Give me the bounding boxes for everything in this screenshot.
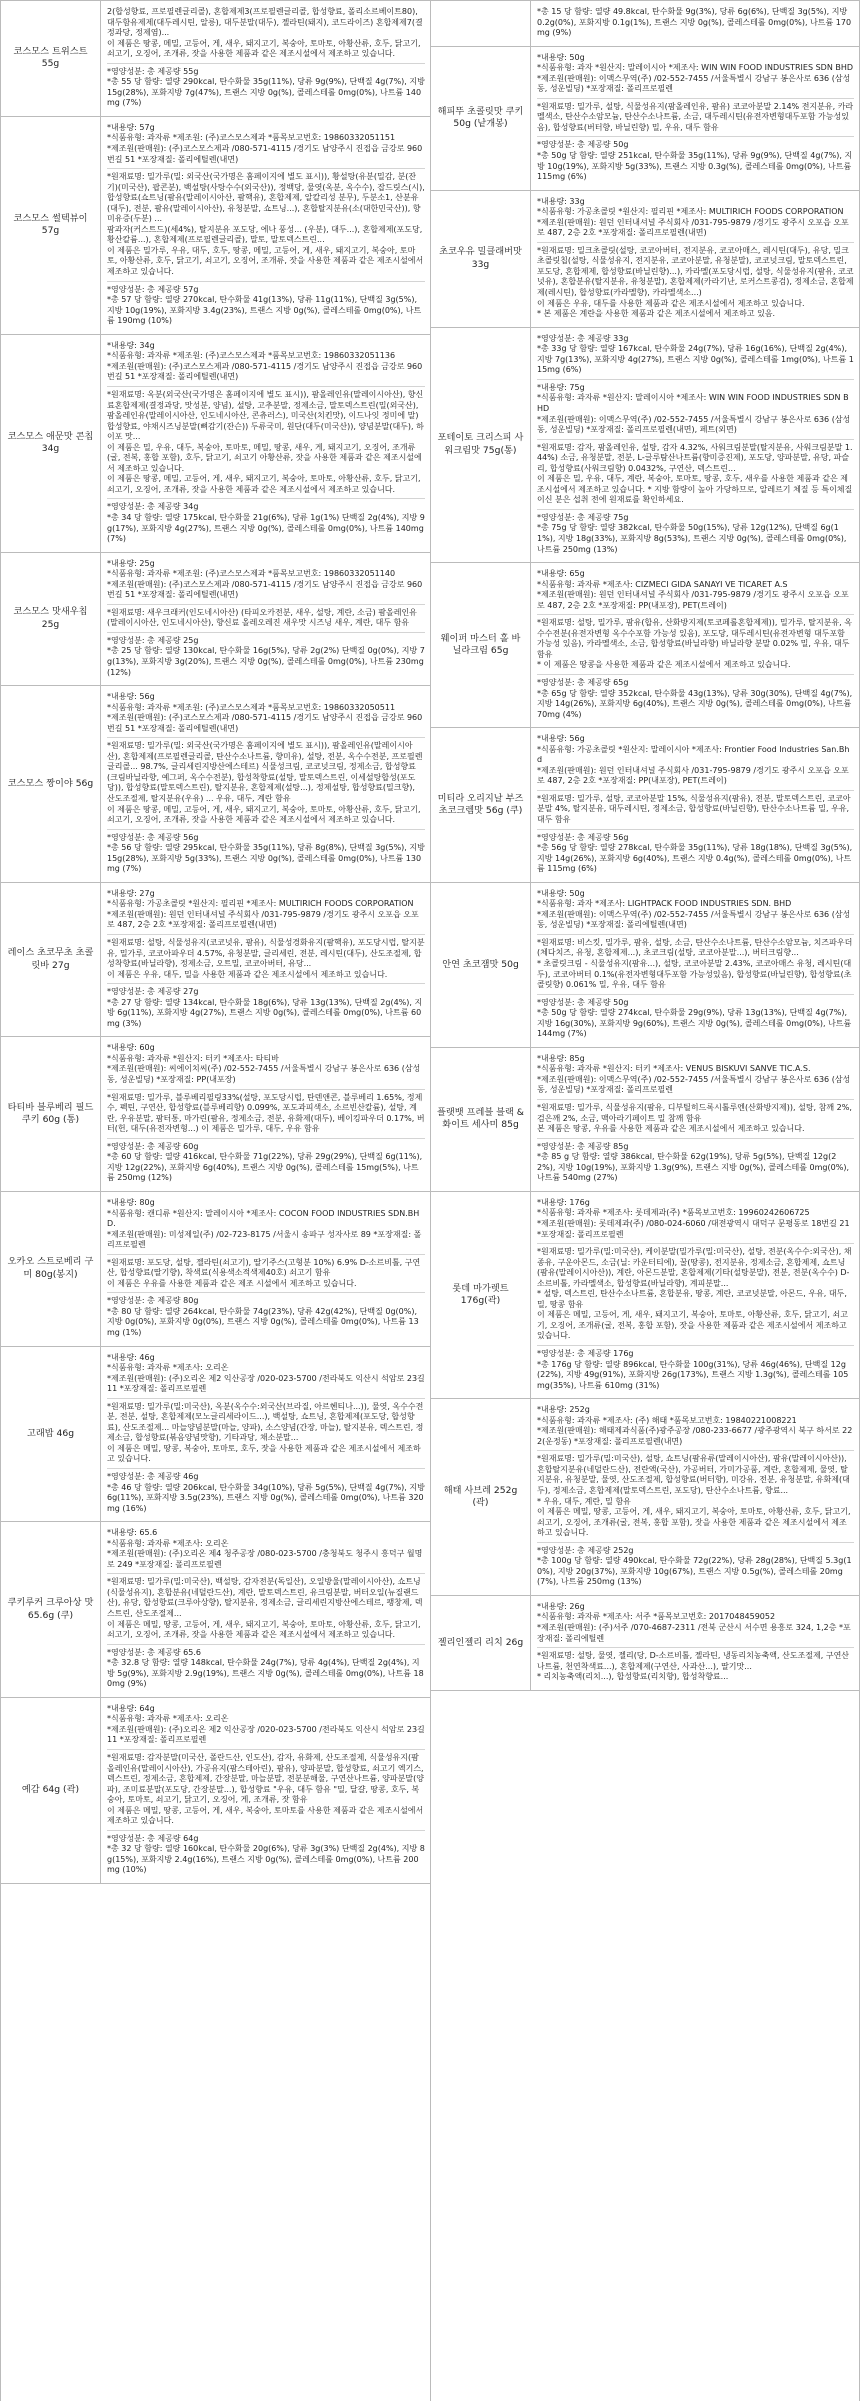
info-block: *원재료명: 밀가루, 설탕, 코코아분말 15%, 식물성유지(팜유), 전분, 말토덱스트린, 코코아분말 4%, 탈지분유, 대두레시틴, 정제소금, 합성향료(바닐린향), 탄산수소나트륨 밀, 우유, 대두 함유 <box>537 790 854 829</box>
info-block: *영양성분: 총 제공량 65.6 *총 32.8 당 함량: 열량 148kcal, 탄수화물 24g(7%), 당류 4g(4%), 단백질 2g(4%), 지방 5g(9%), 포화지방 2.9g(19%), 트랜스 지방 0g(%), 콜레스테롤 0mg(0%), 나트륨 180mg (9%) <box>107 1644 425 1693</box>
product-row <box>431 1596 859 1691</box>
product-name: 고래밥 46g <box>1 1347 101 1522</box>
product-row <box>1 1 430 117</box>
info-block: *내용량: 33g *식품유형: 가공초콜릿 *원산지: 필리핀 *제조사: MULTIRICH FOODS CORPORATION *제조원(판매원): 원던 인터내셔널 주식회사 /031-795-9879 /경기도 광주시 오포읍 오포로 487, 2층 2호 *포장재질: 폴리프로필렌(내면) <box>537 196 849 238</box>
product-name: 해태 사브레 252g (곽) <box>431 1399 531 1595</box>
info-block: *영양성분: 총 제공량 27g *총 27 당 함량: 열량 134kcal, 탄수화물 18g(6%), 당류 13g(13%), 단백질 2g(4%), 지방 6g(11%), 포화지방 4g(27%), 트랜스 지방 0g(%), 콜레스테롤 0mg(0%), 나트륨 60mg (3%) <box>107 983 425 1032</box>
product-detail <box>531 328 859 562</box>
info-block: *원재료명: 밀가루(밀:미국산), 옥분(옥수수:외국산(브라질, 아르헨티나...)), 물엿, 옥수수전분, 전분, 설탕, 혼합제제(모노글리세라이드...), 백설탕, 쇼트닝, 혼합제제(포도당, 합성향료), 산도조절제... 마늘양념분말(마늘, 양파), 소스양념(간장, 마늘), 탈지분유, 덱스트린, 정제소금, 합성향료(볶음양념맛향), 기타과당, 채소분말... 이 제품은 메밀, 땅콩, 복숭아, 토마토, 호두, 잣을 사용한 제품과 같은 제조시설에서 제조하고 있습니다. <box>107 1398 425 1468</box>
info-block: *원재료명: 밀가루(밀:미국산), 백설탕, 감자전분(독일산), 오일방울(말레이시아산), 쇼트닝(식물성유지), 혼합분유(네덜란드산), 계란, 말토덱스트린, 유크림분말, 버터오일(뉴질랜드산), 유당, 합성향료(크루아상향), 탈지분유, 정제소금, 글리세린지방산에스테르, 팽창제, 덱스트린, 산도조절제... 이 제품은 메밀, 땅콩, 고등어, 게, 새우, 돼지고기, 복숭아, 토마토, 아황산류, 호두, 닭고기, 쇠고기, 오징어, 조개류, 잣을 사용한 제품과 같은 제조시설에서 제조하고 있습니다. <box>107 1573 425 1643</box>
product-detail <box>101 1192 430 1346</box>
product-row <box>1 1347 430 1523</box>
info-block: *원재료명: 밀가루(밀: 외국산(국가명은 홈페이지에 별도 표시)), 황설탕(유분(밀감, 분(잔기)(미국산), 팝콘분), 백설탕(사탕수수(외국산)), 정백당, 물엿(옥분, 옥수수), 잡드릿스(시), 합성향료(쇼트닝(팜유(말레이시아산, 팜핵유), 혼합제제, 알칼리성 분무), 두분소1, 산분유(대두), 전분, 팜유(말레이시아산), 유청분말, 쇼트닝...), 혼합탈지분유(소(대한민국산)), 향미유증(두분) ... 팜과자(커스트드)(세4%), 탈지분유 포도당, 에나 풍성... (우분), 대두...), 혼합제제(포도당, 황산칼륨...), 혼합제제(프로필렌글리콜), 말토, 말토덱스트린... 이 제품은 밀가루, 우유, 대두, 호두, 땅콩, 메밀, 고등어, 게, 새우, 돼지고기, 복숭아, 토마토, 아황산류, 호두, 닭고기, 쇠고기, 오징어, 조개류, 잣을 사용한 제품과 같은 제조시설에서 제조하고 있습니다. <box>107 168 425 280</box>
info-block: *영양성분: 총 제공량 56g *총 56g 당 함량: 열량 278kcal, 탄수화물 35g(11%), 당류 18g(18%), 단백질 3g(5%), 지방 14g(26%), 포화지방 6g(40%), 트랜스 지방 0.4g(%), 콜레스테롤 0mg(0%), 나트륨 115mg (6%) <box>537 829 854 878</box>
info-block: *영양성분: 총 제공량 252g *총 100g 당 함량: 열량 490kcal, 탄수화물 72g(22%), 당류 28g(28%), 단백질 5.3g(10%), 지방 20g(37%), 포화지방 10g(67%), 트랜스 지방 0.5g(%), 콜레스테롤 20mg(7%), 나트륨 250mg (13%) <box>537 1542 854 1591</box>
product-detail <box>531 1596 859 1690</box>
product-name: 쿠키루커 크루아상 맛 65.6g (쿠) <box>1 1522 101 1697</box>
info-block: *원재료명: 감자분말(미국산, 폴란드산, 인도산), 감자, 유화제, 산도조절제, 식물성유지(팜올레인유(말레이시아산), 가공유지(팜스테아린), 팜유), 양파분말, 합성향료, 쇠고기 엑기스, 덱스트린, 정제소금, 혼합제제, 간장분말, 마늘분말, 전분분해물, 구연산나트륨, 양파분말(양파), 조미료분말(포도당, 간장분말...), 합성향료 "우유, 대두 함유 "밀, 달걀, 땅콩, 호두, 복숭아, 토마토, 쇠고기, 닭고기, 오징어, 게, 조개류, 잣 함유 이 제품은 메밀, 땅콩, 고등어, 게, 새우, 복숭아, 토마토를 사용한 제품과 같은 제조시설에서 제조하고 있습니다. <box>107 1749 425 1830</box>
info-block: *원재료명: 옥분(외국산(국가명은 홈페이지에 별도 표시)), 팜올레인유(말레이시아산), 향신료혼합제제(결정과당, 맛성분, 양념), 설탕, 고추분말, 정제소금, 말토덱스트린(밀(외국산), 팜올레인유(말레이시아산, 인도네시아산, 콘츄러스), 미국산(치킨맛), 이드나잇 정미에 말) 합성향료, 야채시즈닝분말(뼈감기(잔슨)) 두류국미, 원단(대두(미국산)), 양념분말(대두), 하이포 맛... 이 제품은 밀, 우유, 대두, 복숭아, 토마토, 메밀, 땅콩, 새우, 게, 돼지고기, 오징어, 조개류(굴, 전복, 홍합 포함), 호두, 닭고기, 쇠고기 아황산류, 잣을 사용한 제품과 같은 제조시설에서 제조하고 있습니다. 이 제품은 땅콩, 메밀, 고등어, 게, 새우, 돼지고기, 복숭아, 토마토, 아황산류, 호두, 닭고기, 쇠고기, 오징어, 조개류, 잣을 사용한 제품과 같은 제조시설에서 제조하고 있습니다. <box>107 386 425 498</box>
info-block: *원재료명: 설탕, 밀가루, 팜유(합유, 산화방지제(토코페롤혼합제제)), 밀가루, 탈지분유, 옥수수전분(유전자변형 옥수수포함 가능성 있음), 포도당, 대두레시틴(유전자변형 대두포함 가능성 있음), 카라멜색소, 소금, 합성향료(바닐라향) 바닐라향 분말 0.02% 밀, 우유, 대두 함유 * 이 제품은 땅콩을 사용한 제품과 같은 제조시설에서 제조하고 있습니다. <box>537 614 854 674</box>
product-name: 코스모스 짱이야 56g <box>1 686 101 882</box>
product-detail <box>531 1399 859 1595</box>
product-row <box>1 1698 430 1884</box>
product-name: 코스모스 썰텍뷰이 57g <box>1 117 101 334</box>
info-block: *내용량: 50g *식품유형: 과자 *제조사: LIGHTPACK FOOD INDUSTRIES SDN. BHD *제조원(판매원): 이맥스무역(주) /02-552-7455 /서울특별시 강남구 봉은사로 636 (삼성동, 성운빌딩) *포장재질: 폴리에틸렌(내면) <box>537 888 851 930</box>
info-block: *원재료명: 밀크초콜릿(설탕, 코코아버터, 전지분유, 코코아매스, 레시틴(대두), 유당, 밀크초콜릿칩(설탕, 식물성유지, 전지분유, 코코아분말, 유청분말), 코코넛크림, 말토덱스트린, 포도당, 혼합제제, 합성향료(바닐린향)...), 카라멜(포도당시럽, 설탕, 식물성유지(팜유, 코코넛유), 혼합분유(탈지분유, 유청분말), 혼합제제(카라기난, 로커스트콩검), 정제소금, 혼합제제(레시틴), 합성향료(카라멜향), 카라멜색소...) 이 제품은 우유, 대두를 사용한 제품과 같은 제조시설에서 제조하고 있습니다. * 본 제품은 계란을 사용한 제품과 같은 제조시설에서 제조하고 있음. <box>537 242 854 323</box>
product-detail <box>531 883 859 1047</box>
product-detail <box>101 686 430 882</box>
info-block: *내용량: 80g *식품유형: 캔디류 *원산지: 말레이시아 *제조사: COCON FOOD INDUSTRIES SDN.BHD. *제조원(판매원): 미성제일(주) /02-723-8175 /서울시 송파구 성자사로 89 *포장재질: 폴리프로필렌 <box>107 1197 422 1250</box>
product-name: 예감 64g (곽) <box>1 1698 101 1883</box>
info-block: *원재료명: 감자, 팜올레인유, 설탕, 감자 4.32%, 사워크림분말(탈지분유, 사워크림분말 1.44%) 소금, 유청분말, 전분, L-글루탐산나트륨(향미증진제), 포도당, 양파분말, 유당, 파슬리, 합성향료(사워크림향) 0.0432%, 구연산, 덱스트린... 이 제품은 밀, 우유, 대두, 계란, 복숭아, 토마토, 땅콩, 호두, 새우를 사용한 제품과 같은 제조시설에서 제조하고 있습니다. * 지방 함량이 높아 가당하므로, 알레르기 체질 등 특이체질이신 분은 섭취 전에 원재료를 확인하세요. <box>537 439 854 509</box>
info-block: *내용량: 64g *식품유형: 과자류 *제조사: 오리온 *제조원(판매원): (주)오리온 제2 익산공장 /020-023-5700 /전라북도 익산시 석암로 23길 11 *포장재질: 폴리프로필렌 <box>107 1703 425 1745</box>
product-detail <box>531 1 859 46</box>
product-name: 코스모스 맛새우칩 25g <box>1 553 101 685</box>
info-block: *원재료명: 포도당, 설탕, 젤라틴(쇠고기), 딸기주스(고형분 10%) 6.9% D-소르비톨, 구연산, 합성향료(딸기향), 착색료(식용색소적색제40호) 쇠고기 함유 이 제품은 우유를 사용한 제품과 같은 제조 시설에서 제조하고 있습니다. <box>107 1254 425 1293</box>
product-row <box>431 328 859 563</box>
product-row <box>431 47 859 191</box>
product-name: 타티바 블루베리 필드 쿠키 60g (통) <box>1 1037 101 1191</box>
product-detail <box>531 1192 859 1398</box>
info-block: *내용량: 65g *식품유형: 과자류 *제조사: CIZMECI GIDA SANAYI VE TICARET A.S *제조원(판매원): 원던 인터내셔널 주식회사 /031-795-9879 /경기도 광주시 오포읍 오포로 487, 2층 2호 *포장재질: PP(내포장), PET(트레이) <box>537 569 849 610</box>
product-row <box>1 553 430 686</box>
product-detail <box>531 191 859 327</box>
column-right <box>430 1 860 2401</box>
product-row <box>1 1192 430 1347</box>
product-detail <box>101 883 430 1037</box>
product-detail <box>101 335 430 552</box>
info-block: 2(합성향료, 프로필렌글리콜), 혼합제제3(프로필렌글리콜, 합성향료, 폴리소르베이트80), 대두함유제제(대두레시틴, 알릉), 대두분말(대두), 젤라틴(돼지), 코드라이즈) 혼합제제7(결정과당, 정제염)... 이 제품은 땅콩, 메밀, 고등어, 게, 새우, 돼지고기, 복숭아, 토마토, 아황산류, 호두, 닭고기, 쇠고기, 오징어, 조개류, 잣을 사용한 제품과 같은 제조시설에서 제조하고 있습니다. <box>107 7 423 59</box>
info-block: *내용량: 50g *식품유형: 과자 *원산지: 말레이시아 *제조사: WIN WIN FOOD INDUSTRIES SDN BHD *제조원(판매원): 이맥스무역(주) /02-552-7455 /서울특별시 강남구 봉은사로 636 (삼성동, 성운빌딩) *포장재질: 폴리프로필렌 <box>537 52 854 94</box>
product-row <box>431 728 859 883</box>
info-block: *원재료명: 밀가루(밀:미국산), 설탕, 쇼트닝(팜유류(말레이시아산), 팜유(말레이시아산)), 혼합탈지분유(네덜란드산), 전란액(국산), 가공버터, 가미가공품, 계란, 혼합제제, 물엿, 탈지분유, 유청분말, 물엿, 산도조절제, 합성향료(버터향), 미강유, 전분, 유청분말, 유화제(대두), 정제소금, 혼합제제(말토덱스트린, 포도당), 탄산수소나트륨, 향료... * 우유, 대두, 계란, 밀 함유 이 제품은 메밀, 땅콩, 고등어, 게, 새우, 돼지고기, 복숭아, 토마토, 아황산류, 호두, 닭고기, 쇠고기, 오징어, 조개류(굴, 전복, 홍합 포함), 잣을 사용한 제품과 같은 제조시설에서 제조하고 있습니다. <box>537 1450 854 1541</box>
info-block: *영양성분: 총 제공량 50g *총 50g 당 함량: 열량 274kcal, 탄수화물 29g(9%), 당류 13g(13%), 단백질 4g(7%), 지방 16g(30%), 포화지방 9g(60%), 트랜스 지방 0g(%), 콜레스테롤 0mg(0%), 나트륨 144mg (7%) <box>537 994 854 1043</box>
product-row <box>431 563 859 728</box>
product-row <box>431 191 859 328</box>
product-detail <box>531 47 859 190</box>
product-row <box>1 1522 430 1698</box>
info-block: *영양성분: 총 제공량 85g *총 85 g 당 함량: 열량 386kcal, 탄수화물 62g(19%), 당류 5g(5%), 단백질 12g(22%), 지방 10g(19%), 포화지방 1.3g(9%), 트랜스 지방 0g(%), 콜레스테롤 0mg(0%), 나트륨 540mg (27%) <box>537 1138 854 1187</box>
info-block: *원재료명: 밀가루(밀: 외국산(국가명은 홈페이지에 별도 표시)), 팜올레인유(말레이시아산), 혼합제제(프로필렌글리콜, 탄산수소나트륨, 향미유), 설탕, 전분, 옥수수전분, 프로필렌글리콜... 98.7%, 글리세린지방산에스테르) 식물성크림, 코코넛크림, 정제소금, 합성향료(크림바닐라향, 예그퍼, 옥수수전분), 합성착향료(설탕, 말토덱스트린, 이세설탕합성(포도당)), 합성향료(말토덱스트린), 탈지분유, 혼합제제(설탕...), 정제설탕, 합성향료(밀크향), 산도조절제, 탈지분유(우유) ... 우유, 대두, 계란 함유 이 제품은 땅콩, 메밀, 고등어, 게, 새우, 돼지고기, 복숭아, 토마토, 아황산류, 호두, 닭고기, 쇠고기, 오징어, 조개류, 잣을 사용한 제품과 같은 제조시설에서 제조하고 있습니다. <box>107 737 425 828</box>
info-block: *총 15 당 함량: 열량 49.8kcal, 탄수화물 9g(3%), 당류 6g(6%), 단백질 3g(5%), 지방 0.2g(0%), 포화지방 0.1g(1%), 트랜스 지방 0g(%), 콜레스테롤 0mg(0%), 나트륨 170mg (9%) <box>537 7 852 38</box>
info-block: *영양성분: 총 제공량 64g *총 32 당 함량: 열량 160kcal, 탄수화물 20g(6%), 당류 3g(3%) 단백질 2g(4%), 지방 8g(15%), 포화지방 2.4g(16%), 트랜스 지방 0g(%), 콜레스테롤 0mg(0%), 나트륨 200mg (10%) <box>107 1830 425 1879</box>
product-name: 레이스 초코무초 초콜릿바 27g <box>1 883 101 1037</box>
info-block: *원재료명: 설탕, 식물성유지(코코넛유, 팜유), 식물성경화유지(팜핵유), 포도당시럽, 탈지분유, 밀가루, 코코아파우더 4.57%, 유청분말, 글리세린, 전분, 레시틴(대두), 산도조절제, 합성착향료(바닐라향), 정제소금, 오트밀, 코코아버터, 유당... 이 제품은 우유, 대두, 밀을 사용한 제품과 같은 제조시설에서 제조하고 있습니다. <box>107 934 425 983</box>
info-block: *영양성분: 총 제공량 60g *총 60 당 함량: 열량 416kcal, 탄수화물 71g(22%), 당류 29g(29%), 단백질 6g(11%), 지방 12g(22%), 포화지방 6g(40%), 트랜스 지방 0g(%), 콜레스테롤 15mg(5%), 나트륨 250mg (12%) <box>107 1138 425 1187</box>
product-detail <box>101 1347 430 1522</box>
info-block: *영양성분: 총 제공량 55g *총 55 당 함량: 열량 290kcal, 탄수화물 35g(11%), 당류 9g(9%), 단백질 4g(7%), 지방 15g(28%), 포화지방 7g(47%), 트랜스 지방 0g(%), 콜레스테롤 0mg(0%), 나트륨 140mg (7%) <box>107 63 425 112</box>
product-row <box>1 335 430 553</box>
product-row <box>431 1192 859 1399</box>
column-left <box>0 1 430 2401</box>
info-block: *원재료명: 비스킷, 밀가루, 팜유, 설탕, 소금, 탄산수소나트륨, 탄산수소암모늄, 치즈파우더(체다치즈, 유청, 혼합제제...), 초코크림(설탕, 코코아분말...), 버터크림향... * 초콜릿크림 - 식물성유지(팜유...), 설탕, 코코아분말 2.43%, 코코아매스 유청, 레시틴(대두), 코코아버터 0.1%(유전자변형대두포함 가능성있음), 합성향료(바닐린향), 합성향료(초콜릿향) 0.061% 밀, 우유, 대두 함유 <box>537 934 854 994</box>
info-block: *내용량: 34g *식품유형: 과자류 *제조원: (주)코스모스제과 *품목보고번호: 19860332051136 *제조원(판매원): (주)코스모스제과 /080-571-4115 /경기도 남양주시 진접읍 금강로 960번길 51 *포장재질: 폴리에틸렌(내면) <box>107 340 423 382</box>
info-block: *내용량: 176g *식품유형: 과자류 *제조사: 롯데제과(주) *품목보고번호: 19960242606725 *제조원(판매원): 롯데제과(주) /080-024-6060 /대전광역시 대덕구 문평동로 18번길 21 *포장재질: 폴리프로필렌 <box>537 1197 850 1239</box>
product-name: 미티라 오리지날 부즈 초코크렘맛 56g (쿠) <box>431 728 531 882</box>
info-block: *원재료명: 밀가루, 설탕, 식물성유지(팜올레인유, 팜유) 코코아분말 2.14% 전지분유, 카라멜색소, 탄산수소암모늄, 탄산수소나트륨, 소금, 대두레시틴(유전자변형대두포함 가능성있음), 합성향료(버터향, 바닐린향) 밀, 우유, 대두 함유 <box>537 98 854 137</box>
info-block: *영양성분: 총 제공량 46g *총 46 당 함량: 열량 206kcal, 탄수화물 34g(10%), 당류 5g(5%), 단백질 4g(7%), 지방 6g(11%), 포화지방 3.5g(23%), 트랜스 지방 0g(%), 콜레스테롤 0mg(0%), 나트륨 320mg (16%) <box>107 1468 425 1517</box>
product-row <box>431 1 859 47</box>
info-block: *영양성분: 총 제공량 80g *총 80 당 함량: 열량 264kcal, 탄수화물 74g(23%), 당류 42g(42%), 단백질 0g(0%), 지방 0g(0%), 포화지방 0g(0%), 트랜스 지방 0g(%), 콜레스테롤 0mg(0%), 나트륨 13mg (1%) <box>107 1292 425 1341</box>
info-block: *내용량: 56g *식품유형: 과자류 *제조원: (주)코스모스제과 *품목보고번호: 19860332050511 *제조원(판매원): (주)코스모스제과 /080-571-4115 /경기도 남양주시 진접읍 금강로 960번길 51 *포장재질: 폴리에틸렌(내면) <box>107 692 423 733</box>
info-block: *영양성분: 총 제공량 65g *총 65g 당 함량: 열량 352kcal, 탄수화물 43g(13%), 당류 30g(30%), 단백질 4g(7%), 지방 14g(26%), 포화지방 6g(40%), 트랜스 지방 0g(%), 콜레스테롤 0mg(0%), 나트륨 70mg (4%) <box>537 674 854 723</box>
product-row <box>431 1399 859 1596</box>
product-row <box>1 686 430 883</box>
info-block: *내용량: 60g *식품유형: 과자류 *원산지: 터키 *제조사: 타티바 *제조원(판매원): 씨에이치씨(주) /02-552-7455 /서울특별시 강남구 봉은사로 636 (삼성동, 성운빌딩) *포장재질: PP(내포장) <box>107 1043 421 1085</box>
product-detail <box>531 728 859 882</box>
info-block: *내용량: 26g *식품유형: 과자류 *제조사: 서주 *품목보고번호: 2017048459052 *제조원(판매원): (주)서주 /070-4687-2311 /전북 군산시 서수면 용흥로 324, 1,2층 *포장재질: 폴리에틸렌 <box>537 1601 851 1643</box>
product-row <box>431 1048 859 1192</box>
info-block: *영양성분: 총 제공량 57g *총 57 당 함량: 열량 270kcal, 탄수화물 41g(13%), 당류 11g(11%), 단백질 3g(5%), 지방 10g(19%), 포화지방 3.4g(23%), 트랜스 지방 0g(%), 콜레스테롤 0mg(0%), 나트륨 190mg (10%) <box>107 281 425 330</box>
product-row <box>1 1037 430 1192</box>
info-block: *내용량: 75g *식품유형: 과자류 *원산지: 말레이시아 *제조사: WIN WIN FOOD INDUSTRIES SDN BHD *제조원(판매원): 이맥스무역(주) /02-552-7455 /서울특별시 강남구 봉은사로 636 (삼성동, 성운빌딩) *포장재질: 폴리프로필렌(내면), 페트(외면) <box>537 379 854 439</box>
product-name: 웨이퍼 마스터 홀 바닐라크림 65g <box>431 563 531 727</box>
info-block: *영양성분: 총 제공량 75g *총 75g 당 함량: 열량 382kcal, 탄수화물 50g(15%), 당류 12g(12%), 단백질 6g(11%), 지방 18g(33%), 포화지방 8g(53%), 트랜스 지방 0g(%), 콜레스테롤 0mg(0%), 나트륨 250mg (13%) <box>537 509 854 558</box>
product-name: 포테이토 크리스피 사워크림맛 75g(통) <box>431 328 531 562</box>
product-name: 해피뚜 초콜릿맛 쿠키 50g (낱개봉) <box>431 47 531 190</box>
info-block: *내용량: 252g *식품유형: 과자류 *제조사: (주) 해태 *품목보고번호: 19840221008221 *제조원(판매원): 해태제과식품(주)광주공장 /080-233-6677 /광주광역시 북구 하서로 222(운정동) *포장재질: 폴리프로필렌(내면) <box>537 1405 853 1446</box>
info-block: *내용량: 56g *식품유형: 가공초콜릿 *원산지: 말레이시아 *제조사: Frontier Food Industries San.Bhd *제조원(판매원): 원던 인터내셔널 주식회사 /031-795-9879 /경기도 광주시 오포읍 오포로 487, 2층 2호 *포장재질: PP(내포장), PET(트레이) <box>537 734 850 786</box>
product-detail <box>101 553 430 685</box>
product-detail <box>101 1698 430 1883</box>
info-block: *영양성분: 총 제공량 50g *총 50g 당 함량: 열량 251kcal, 탄수화물 35g(11%), 당류 9g(9%), 단백질 4g(7%), 지방 10g(19%), 포화지방 5g(33%), 트랜스 지방 0.3g(%), 콜레스테롤 0mg(0%), 나트륨 115mg (6%) <box>537 136 854 185</box>
info-block: *영양성분: 총 제공량 56g *총 56 당 함량: 열량 295kcal, 탄수화물 35g(11%), 당류 8g(8%), 단백질 3g(5%), 지방 15g(28%), 포화지방 5g(33%), 트랜스 지방 0g(%), 콜레스테롤 0mg(0%), 나트륨 130mg (7%) <box>107 829 425 878</box>
info-block: *원재료명: 설탕, 물엿, 젤리(당, D-소르비톨, 젤라틴, 냉동리치농축액, 산도조절제, 구연산나트륨, 천연착색료...), 혼합제제(구연산, 사과산...), 딸기맛... * 리치농축액(리치...), 합성향료(리치향), 합성착향료... <box>537 1647 854 1686</box>
product-detail <box>101 1 430 116</box>
info-block: *영양성분: 총 제공량 34g *총 34 당 함량: 열량 175kcal, 탄수화물 21g(6%), 당류 1g(1%) 단백질 2g(4%), 지방 9g(17%), 포화지방 4g(27%), 트랜스 지방 0g(%), 콜레스테롤 0mg(0%), 나트륨 140mg (7%) <box>107 498 425 547</box>
info-block: *내용량: 57g *식품유형: 과자류 *제조원: (주)코스모스제과 *품목보고번호: 19860332051151 *제조원(판매원): (주)코스모스제과 /080-571-4115 /경기도 남양주시 진접읍 금강로 960번길 51 *포장재질: 폴리에틸렌(내면) <box>107 122 423 164</box>
product-detail <box>531 1048 859 1191</box>
info-block: *내용량: 46g *식품유형: 과자류 *제조사: 오리온 *제조원(판매원): (주)오리온 제2 익산공장 /020-023-5700 /전라북도 익산시 석암로 23길 11 *포장재질: 폴리프로필렌 <box>107 1352 425 1394</box>
product-name: 롯데 마가렛트 176g(곽) <box>431 1192 531 1398</box>
product-name <box>431 1 531 46</box>
info-block: *원재료명: 밀가루, 식물성유지(팜유, 디부틸히드록시톨루엔(산화방지제)), 설탕, 참깨 2%, 검은깨 2%, 소금, 맥아라기페이트 밀 참깨 함유 본 제품은 땅콩, 우유를 사용한 제품과 같은 제조시설에서 제조하고 있습니다. <box>537 1099 854 1138</box>
product-name: 안연 초코잼맛 50g <box>431 883 531 1047</box>
product-name: 젤리인젤리 리치 26g <box>431 1596 531 1690</box>
info-block: *내용량: 65.6 *식품유형: 과자류 *제조사: 오리온 *제조원(판매원): (주)오리온 제4 청주공장 /080-023-5700 /충청북도 청주시 흥덕구 월명로 249 *포장재질: 폴리프로필렌 <box>107 1528 423 1569</box>
product-detail <box>531 563 859 727</box>
product-name: 초코우유 밀클래버맛 33g <box>431 191 531 327</box>
info-block: *원재료명: 새우크래커(인도네시아산) (타피오카전분, 새우, 설탕, 계란, 소금) 팜올레인유(말레이시아산, 인도네시아산), 향신료 올레오레진 새우맛 시즈닝 새우, 계란, 대두 함유 <box>107 604 425 632</box>
product-detail <box>101 117 430 334</box>
product-row <box>1 883 430 1038</box>
info-block: *내용량: 25g *식품유형: 과자류 *제조원: (주)코스모스제과 *품목보고번호: 19860332051140 *제조원(판매원): (주)코스모스제과 /080-571-4115 /경기도 남양주시 진접읍 금강로 960번길 51 *포장재질: 폴리에틸렌(내면) <box>107 558 423 600</box>
product-detail <box>101 1037 430 1191</box>
product-row <box>1 117 430 335</box>
product-row <box>431 883 859 1048</box>
product-detail <box>101 1522 430 1697</box>
info-block: *영양성분: 총 제공량 25g *총 25 당 함량: 열량 130kcal, 탄수화물 16g(5%), 당류 2g(2%) 단백질 0g(0%), 지방 7g(13%), 포화지방 3g(20%), 트랜스 지방 0g(%), 콜레스테롤 0mg(0%), 나트륨 230mg (12%) <box>107 632 425 681</box>
product-name: 코스모스 트위스트 55g <box>1 1 101 116</box>
info-block: *영양성분: 총 제공량 33g *총 33g 당 함량: 열량 167kcal, 탄수화물 24g(7%), 당류 16g(16%), 단백질 2g(4%), 지방 7g(13%), 포화지방 4g(27%), 트랜스 지방 0g(%), 콜레스테롤 1mg(0%), 나트륨 115mg (6%) <box>537 333 854 375</box>
info-block: *영양성분: 총 제공량 176g *총 176g 당 함량: 열량 896kcal, 탄수화물 100g(31%), 당류 46g(46%), 단백질 12g(22%), 지방 49g(91%), 포화지방 26g(173%), 트랜스 지방 1.3g(%), 콜레스테롤 105mg(35%), 나트륨 610mg (31%) <box>537 1345 854 1394</box>
product-name: 코스모스 애문맛 콘칩 34g <box>1 335 101 552</box>
info-block: *내용량: 27g *식품유형: 가공초콜릿 *원산지: 필리핀 *제조사: MULTIRICH FOODS CORPORATION *제조원(판매원): 원던 인터내셔널 주식회사 /031-795-9879 /경기도 광주시 오포읍 오포로 487, 2층 2호 *포장재질: 폴리프로필렌(내면) <box>107 888 419 930</box>
info-block: *내용량: 85g *식품유형: 과자류 *원산지: 터키 *제조사: VENUS BISKUVI SANVE TIC.A.S. *제조원(판매원): 이맥스무역(주) /02-552-7455 /서울특별시 강남구 봉은사로 636 (삼성동, 성운빌딩) *포장재질: 폴리프로필렌 <box>537 1053 851 1095</box>
info-block: *원재료명: 밀가루(밀:미국산), 케이분말(밀가루(밀:미국산), 설탕, 전분(옥수수:외국산), 채종유, 구운아몬드, 소금(닐: 카운터티에), 꿀(땅콩), 전지분유, 정제소금, 혼합제제, 쇼트닝(팜유(말레이시아산)), 계란, 아몬드분말, 혼합제제(기타(설탕분말), 전분, 전분(옥수수) D-소르비톨, 카라멜색소, 합성향료(바닐라향), 계피분말... * 설탕, 덱스트린, 탄산수소나트륨, 혼합분유, 땅콩, 계란, 코코넛분말, 아몬드, 우유, 대두, 밀, 땅콩 함유 이 제품은 메밀, 고등어, 게, 새우, 돼지고기, 복숭아, 토마토, 아황산류, 호두, 닭고기, 쇠고기, 오징어, 조개류(굴, 전복, 홍합 포함), 잣을 사용한 제품과 같은 제조시설에서 제조하고 있습니다. <box>537 1243 854 1345</box>
product-name: 오카오 스트로베리 구미 80g(봉지) <box>1 1192 101 1346</box>
info-block: *원재료명: 밀가루, 블루베리필링33%(설탕, 포도당시럽, 탄덴앤콘, 블루베리 1.65%, 정제수, 펙틴, 구연산, 합성향료(블루베리향) 0.099%, 포도과피색소, 소르빈산칼륨), 설탕, 계란, 우유분말, 팜터통, 마가린(팜유, 정제소금, 전분, 유화제(대두), 베이킹파우더 0.17%, 버터(헌, 대두(유전자변형...) 이 제품은 밀가루, 대두, 우유 함유 <box>107 1089 425 1138</box>
product-name: 플랫뱃 프레블 블랙 & 화이트 세사미 85g <box>431 1048 531 1191</box>
